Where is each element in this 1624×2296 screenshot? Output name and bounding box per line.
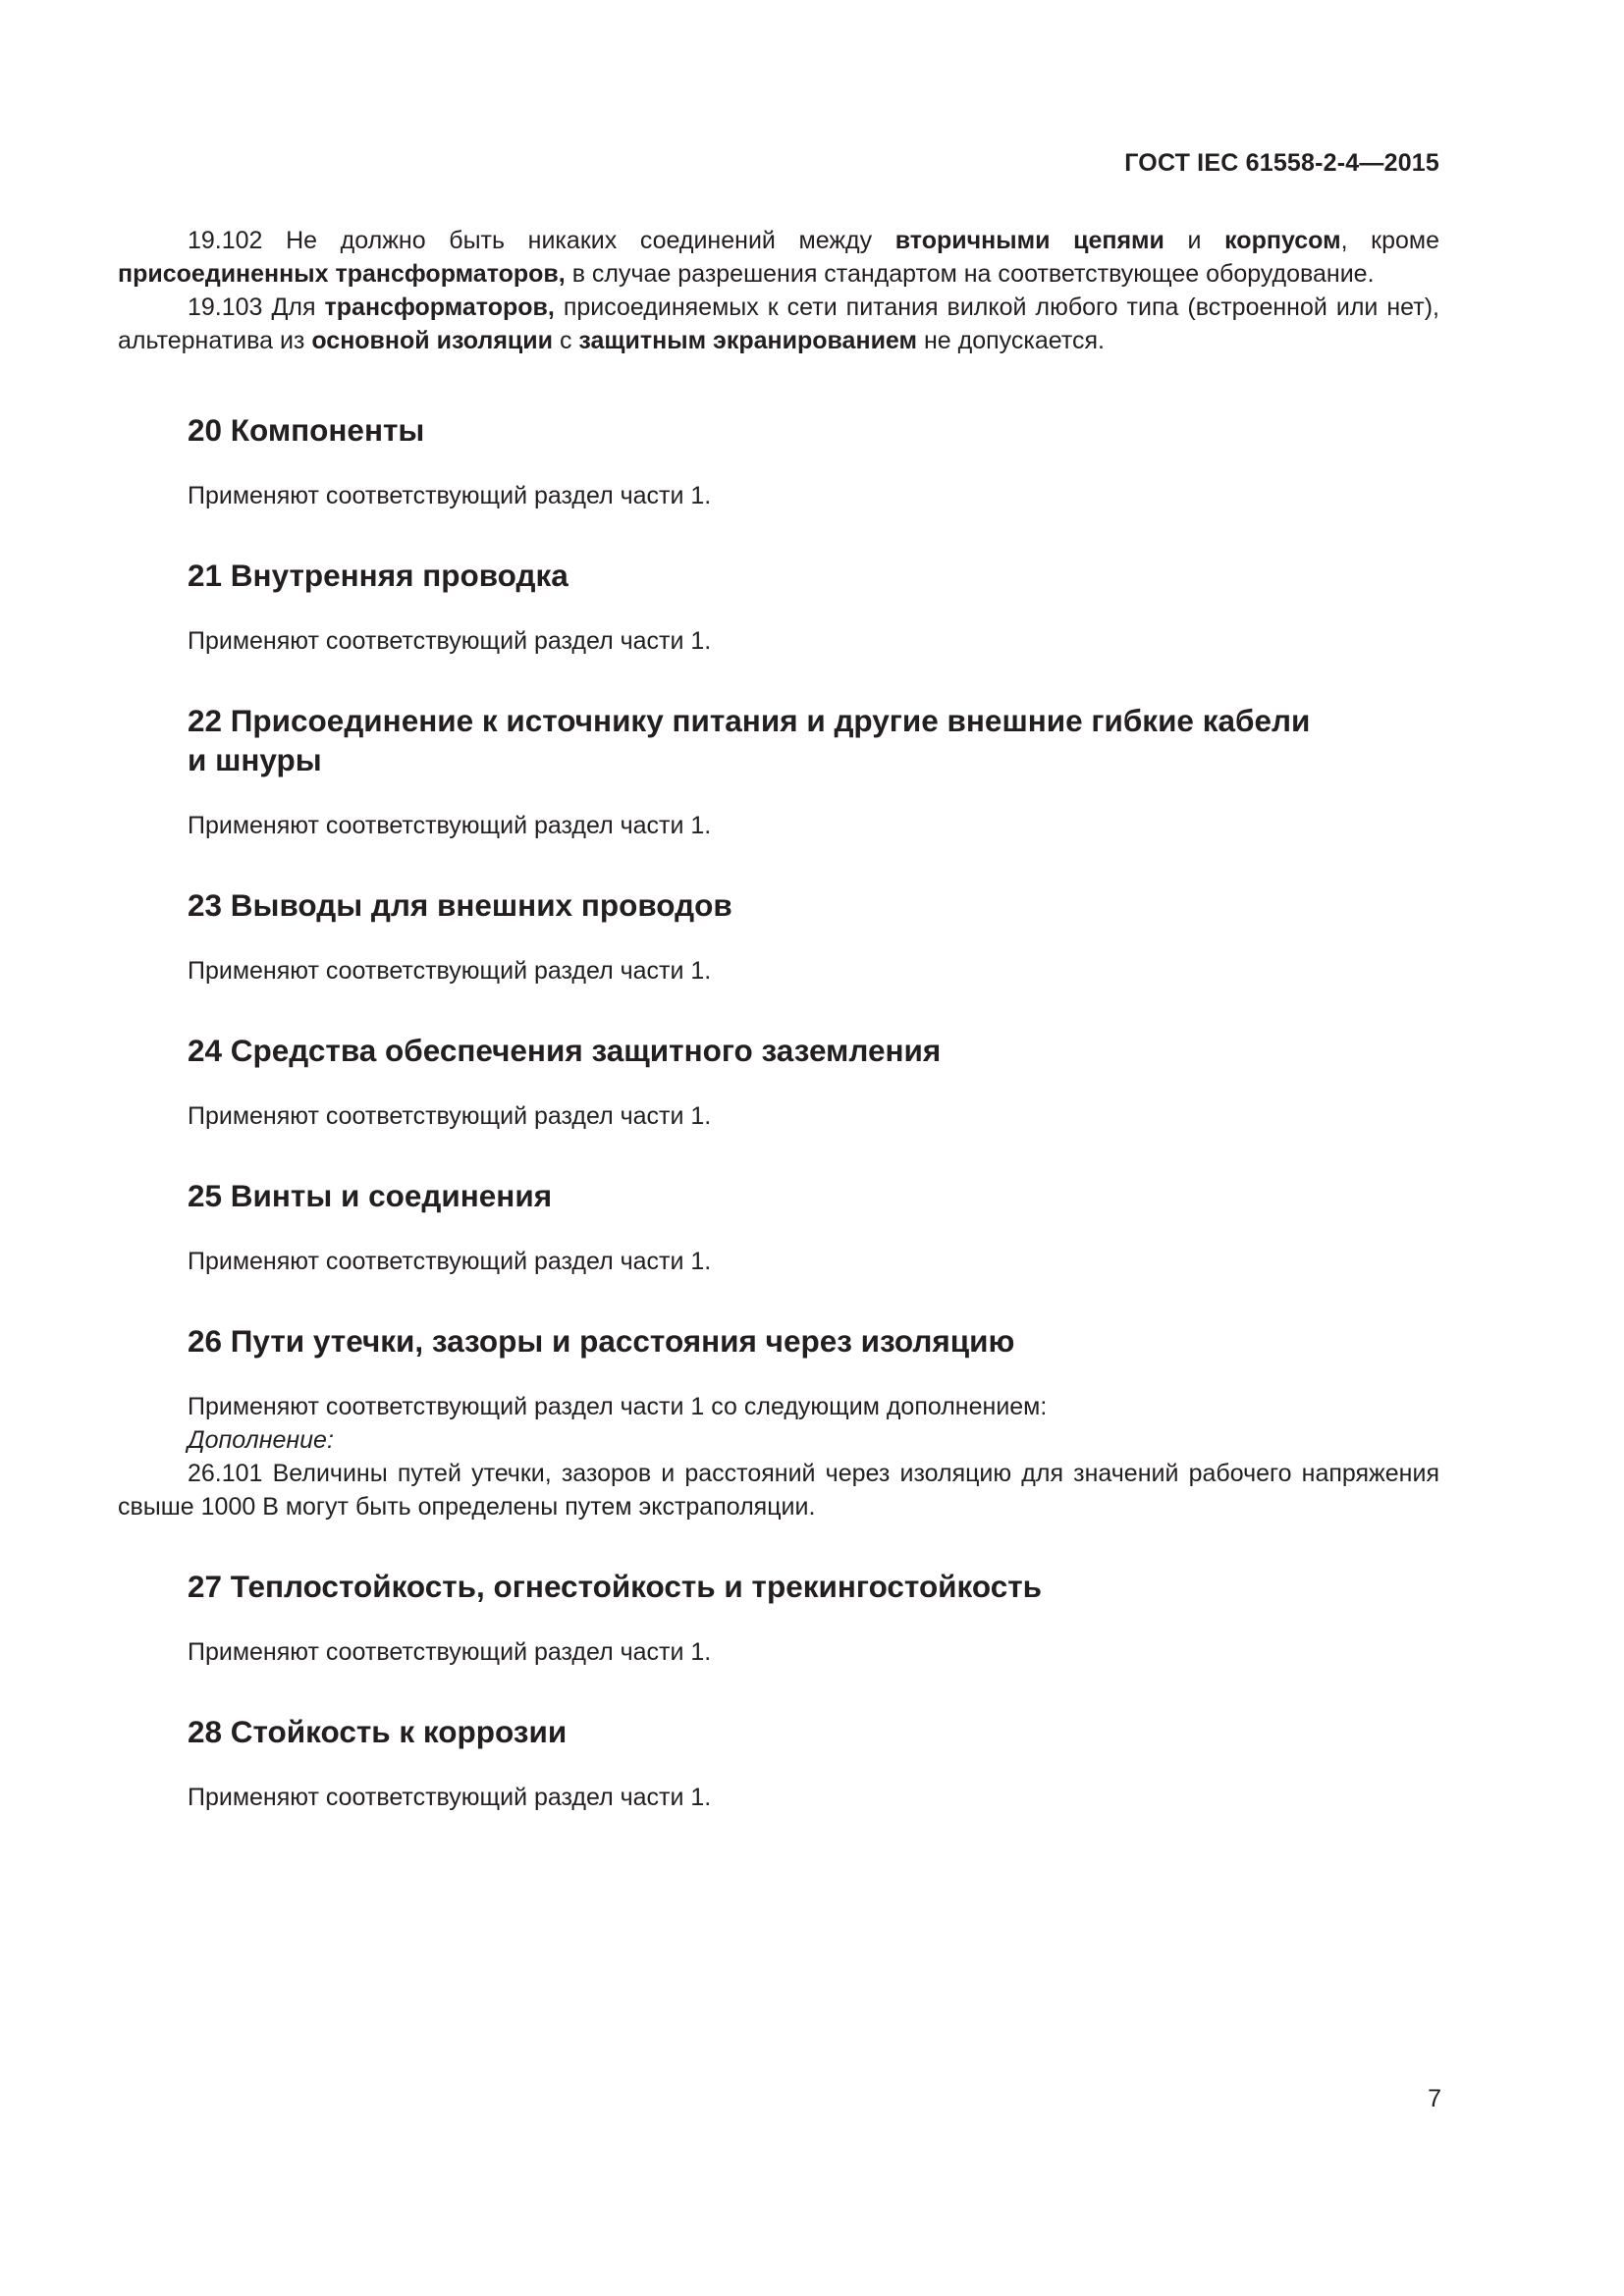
page-number: 7: [1428, 2085, 1441, 2112]
clause-19-103: 19.103 Для трансформаторов, присоединяемых к сети питания вилкой любого типа (встроенной или нет), альтернатива из основной изоляции с защитным экранированием не допускается.: [118, 294, 1439, 354]
section-23-text: Применяют соответствующий раздел части 1.: [188, 957, 712, 985]
section-25-text: Применяют соответствующий раздел части 1.: [188, 1248, 712, 1275]
section-23-heading: 23 Выводы для внешних проводов: [188, 887, 732, 923]
section-28-text: Применяют соответствующий раздел части 1.: [188, 1784, 712, 1811]
section-28-heading: 28 Стойкость к коррозии: [188, 1714, 568, 1749]
section-21-heading: 21 Внутренняя проводка: [188, 558, 568, 593]
document-code: ГОСТ IEC 61558-2-4—2015: [1124, 149, 1439, 177]
addition-label: Дополнение:: [188, 1426, 334, 1454]
section-27-heading: 27 Теплостойкость, огнестойкость и трекингостойкость: [188, 1569, 1043, 1604]
section-26-text: Применяют соответствующий раздел части 1 со следующим дополнением:: [188, 1393, 1048, 1420]
section-20-text: Применяют соответствующий раздел части 1.: [188, 482, 712, 509]
section-26-heading: 26 Пути утечки, зазоры и расстояния через изоляцию: [188, 1323, 1015, 1359]
section-21-text: Применяют соответствующий раздел части 1.: [188, 627, 712, 655]
section-24-heading: 24 Средства обеспечения защитного заземления: [188, 1033, 942, 1068]
section-22-heading: 22 Присоединение к источнику питания и другие внешние гибкие кабели и шнуры: [188, 703, 1311, 777]
section-27-text: Применяют соответствующий раздел части 1.: [188, 1638, 712, 1666]
section-22-text: Применяют соответствующий раздел части 1.: [188, 812, 712, 839]
section-20-heading: 20 Компоненты: [188, 412, 425, 448]
section-24-text: Применяют соответствующий раздел части 1.: [188, 1102, 712, 1130]
page-content: [118, 224, 1439, 1814]
section-25-heading: 25 Винты и соединения: [188, 1178, 553, 1213]
clause-26-101: 26.101 Величины путей утечки, зазоров и расстояний через изоляцию для значений рабочего напряжения свыше 1000 В могут быть определены путем экстраполяции.: [118, 1460, 1439, 1521]
clause-19-102: 19.102 Не должно быть никаких соединений между вторичными цепями и корпусом, кроме присоединенных трансформаторов, в случае разрешения стандартом на соответствующее оборудование.: [118, 227, 1439, 288]
